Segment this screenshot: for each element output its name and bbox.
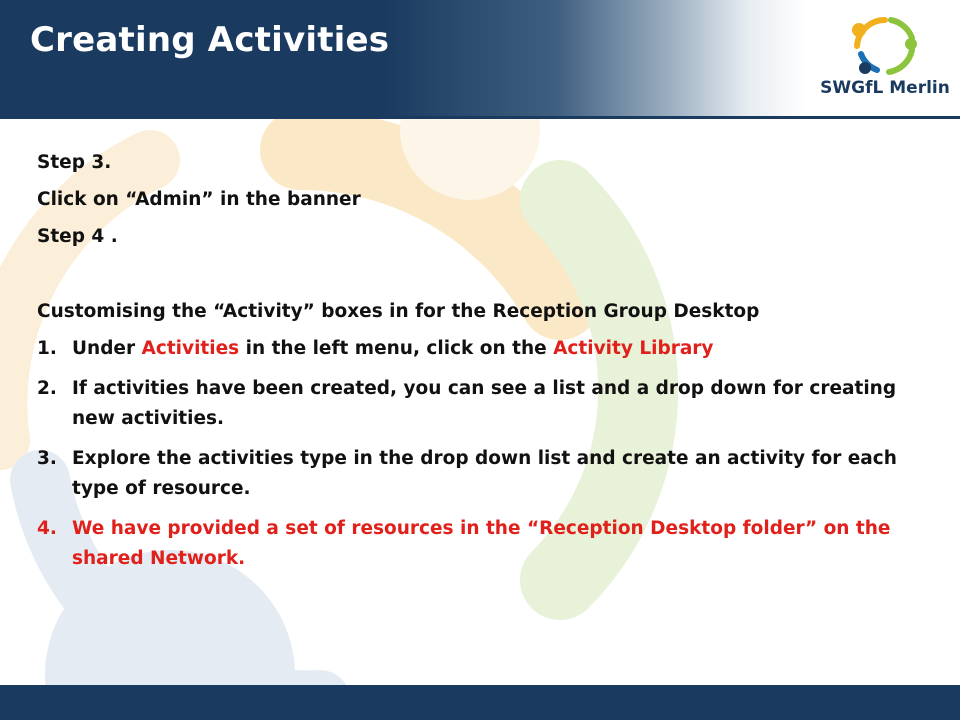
list-text: Explore the activities type in the drop down list and create an activity for each type of resource.: [72, 448, 897, 499]
slide-title: Creating Activities: [30, 20, 390, 60]
list-number: 2.: [37, 378, 57, 399]
list-number: 4.: [37, 518, 57, 539]
footer-bar: [0, 685, 960, 720]
list-number: 1.: [37, 338, 57, 359]
list-item: [37, 334, 917, 364]
step-4-heading: Step 4 .: [37, 226, 118, 247]
slide-content: [37, 148, 917, 584]
list-text: If activities have been created, you can see a list and a drop down for creating new activities.: [72, 378, 897, 429]
spacer: [37, 259, 917, 297]
list-item: [37, 514, 917, 574]
step-3-instruction: Click on “Admin” in the banner: [37, 189, 361, 210]
list-text-part: Under: [72, 338, 142, 359]
list-text: We have provided a set of resources in the “Reception Desktop folder” on the shared Network.: [72, 518, 891, 569]
header-divider: [0, 116, 960, 119]
list-text-part: in the left menu, click on the: [239, 338, 554, 359]
activity-library-highlight: Activity Library: [553, 338, 714, 359]
intro-text: Customising the “Activity” boxes in for the Reception Group Desktop: [37, 301, 760, 322]
list-item: [37, 444, 917, 504]
list-number: 3.: [37, 448, 57, 469]
logo-text: SWGfL Merlin: [820, 78, 950, 98]
list-item: [37, 374, 917, 434]
activities-highlight: Activities: [141, 338, 240, 359]
step-3-heading: Step 3.: [37, 152, 112, 173]
list-text: [72, 334, 917, 364]
